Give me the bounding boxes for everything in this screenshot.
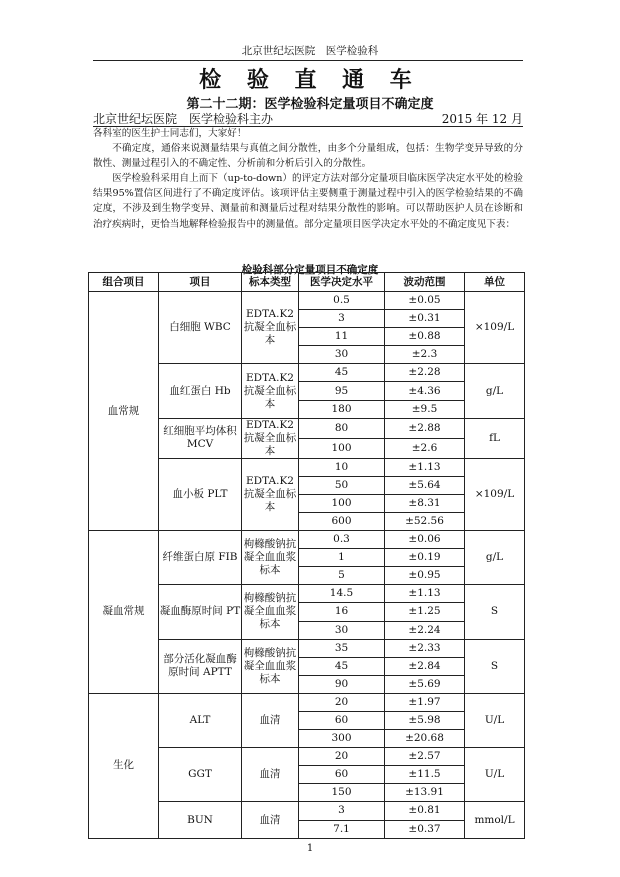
range-cell: ±0.81	[385, 802, 465, 820]
range-cell: ±0.37	[385, 820, 465, 838]
range-cell: ±2.84	[385, 657, 465, 675]
decision-level-cell: 60	[299, 711, 385, 729]
running-header: 北京世纪坛医院 医学检验科	[241, 45, 379, 57]
decision-level-cell: 5	[299, 567, 385, 585]
range-cell: ±5.98	[385, 711, 465, 729]
specimen-cell: 枸橼酸钠抗凝全血血浆标本	[242, 531, 299, 585]
range-cell: ±20.68	[385, 730, 465, 748]
unit-cell: U/L	[465, 748, 525, 802]
decision-level-cell: 11	[299, 328, 385, 346]
group-name-cell: 凝血常规	[89, 531, 159, 694]
decision-level-cell: 3	[299, 310, 385, 328]
specimen-cell: 血清	[242, 748, 299, 802]
group-name-cell: 生化	[89, 693, 159, 838]
newsletter-title: 检 验 直 通 车	[199, 67, 421, 93]
decision-level-cell: 0.3	[299, 531, 385, 549]
range-cell: ±1.25	[385, 603, 465, 621]
decision-level-cell: 300	[299, 730, 385, 748]
group-name-cell: 血常规	[89, 292, 159, 531]
item-name-cell: 凝血酶原时间 PT	[159, 585, 242, 639]
item-name-cell: 血小板 PLT	[159, 458, 242, 530]
decision-level-cell: 60	[299, 766, 385, 784]
range-cell: ±1.97	[385, 693, 465, 711]
range-cell: ±13.91	[385, 784, 465, 802]
range-cell: ±0.19	[385, 549, 465, 567]
table-header-row	[89, 273, 525, 292]
issue-subtitle: 第二十二期：医学检验科定量项目不确定度	[186, 97, 434, 112]
range-cell: ±0.05	[385, 292, 465, 310]
unit-cell: U/L	[465, 693, 525, 747]
header-decision-level: 医学决定水平	[299, 273, 385, 292]
decision-level-cell: 45	[299, 364, 385, 382]
decision-level-cell: 45	[299, 657, 385, 675]
uncertainty-table	[88, 272, 525, 839]
decision-level-cell: 7.1	[299, 820, 385, 838]
item-name-cell: ALT	[159, 693, 242, 747]
decision-level-cell: 14.5	[299, 585, 385, 603]
header-range: 波动范围	[385, 273, 465, 292]
decision-level-cell: 30	[299, 346, 385, 364]
definition-paragraph: 不确定度，通俗来说测量结果与真值之间分散性，由多个分量组成，包括：生物学变异导致的分散性、测量过程引入的不确定性、分析前和分析后引入的分散性。	[93, 143, 523, 170]
range-cell: ±0.88	[385, 328, 465, 346]
specimen-cell: 枸橼酸钠抗凝全血血浆标本	[242, 585, 299, 639]
decision-level-cell: 3	[299, 802, 385, 820]
specimen-cell: 血清	[242, 693, 299, 747]
decision-level-cell: 16	[299, 603, 385, 621]
specimen-cell: 枸橼酸钠抗凝全血血浆标本	[242, 639, 299, 693]
method-paragraph: 医学检验科采用自上而下（up-to-down）的评定方法对部分定量项目临床医学决定水平处的检验结果95%置信区间进行了不确定度评估。该项评估主要侧重于测量过程中引入的医学检验结果的不确定度，不涉及到生物学变异、测量前和测量后过程对结果分散性的影响。可以帮助医护人员在诊断和治疗疾病时，更恰当地解释检验报告中的测量值。部分定量项目医学决定水平处的不确定度见下表：	[93, 173, 523, 230]
specimen-cell: EDTA.K2 抗凝全血标本	[242, 458, 299, 530]
header-specimen: 标本类型	[242, 273, 299, 292]
decision-level-cell: 80	[299, 418, 385, 438]
decision-level-cell: 100	[299, 438, 385, 458]
range-cell: ±1.13	[385, 458, 465, 476]
header-rule	[93, 60, 523, 61]
item-name-cell: 红细胞平均体积 MCV	[159, 418, 242, 458]
decision-level-cell: 90	[299, 675, 385, 693]
range-cell: ±4.36	[385, 382, 465, 400]
intro-text	[93, 126, 523, 232]
range-cell: ±11.5	[385, 766, 465, 784]
item-name-cell: 血红蛋白 Hb	[159, 364, 242, 418]
range-cell: ±2.6	[385, 438, 465, 458]
item-name-cell: BUN	[159, 802, 242, 838]
unit-cell: g/L	[465, 531, 525, 585]
table-row	[89, 693, 525, 711]
decision-level-cell: 100	[299, 494, 385, 512]
unit-cell: ×109/L	[465, 458, 525, 530]
unit-cell: mmol/L	[465, 802, 525, 838]
item-name-cell: GGT	[159, 748, 242, 802]
publisher-line	[93, 110, 523, 127]
decision-level-cell: 20	[299, 693, 385, 711]
unit-cell: S	[465, 585, 525, 639]
table-caption: 检验科部分定量项目不确定度	[241, 264, 379, 276]
greeting-paragraph: 各科室的医生护士同志们，大家好！	[93, 128, 247, 139]
decision-level-cell: 20	[299, 748, 385, 766]
specimen-cell: 血清	[242, 802, 299, 838]
header-group: 组合项目	[89, 273, 159, 292]
page-number: 1	[306, 843, 314, 854]
decision-level-cell: 1	[299, 549, 385, 567]
unit-cell: ×109/L	[465, 292, 525, 364]
range-cell: ±1.13	[385, 585, 465, 603]
header-unit: 单位	[465, 273, 525, 292]
unit-cell: S	[465, 639, 525, 693]
publisher-name: 北京世纪坛医院 医学检验科主办	[93, 112, 274, 126]
range-cell: ±9.5	[385, 400, 465, 418]
item-name-cell: 部分活化凝血酶原时间 APTT	[159, 639, 242, 693]
decision-level-cell: 35	[299, 639, 385, 657]
range-cell: ±52.56	[385, 512, 465, 530]
table-row	[89, 292, 525, 310]
range-cell: ±2.3	[385, 346, 465, 364]
specimen-cell: EDTA.K2 抗凝全血标本	[242, 418, 299, 458]
range-cell: ±2.57	[385, 748, 465, 766]
decision-level-cell: 0.5	[299, 292, 385, 310]
table-row	[89, 531, 525, 549]
range-cell: ±5.64	[385, 476, 465, 494]
unit-cell: g/L	[465, 364, 525, 418]
decision-level-cell: 600	[299, 512, 385, 530]
decision-level-cell: 30	[299, 621, 385, 639]
range-cell: ±2.88	[385, 418, 465, 438]
range-cell: ±8.31	[385, 494, 465, 512]
range-cell: ±0.95	[385, 567, 465, 585]
item-name-cell: 白细胞 WBC	[159, 292, 242, 364]
decision-level-cell: 150	[299, 784, 385, 802]
decision-level-cell: 10	[299, 458, 385, 476]
issue-date: 2015 年 12 月	[441, 112, 523, 126]
specimen-cell: EDTA.K2 抗凝全血标本	[242, 292, 299, 364]
specimen-cell: EDTA.K2 抗凝全血标本	[242, 364, 299, 418]
decision-level-cell: 95	[299, 382, 385, 400]
header-item: 项目	[159, 273, 242, 292]
unit-cell: fL	[465, 418, 525, 458]
range-cell: ±0.31	[385, 310, 465, 328]
range-cell: ±5.69	[385, 675, 465, 693]
range-cell: ±2.33	[385, 639, 465, 657]
range-cell: ±2.28	[385, 364, 465, 382]
item-name-cell: 纤维蛋白原 FIB	[159, 531, 242, 585]
decision-level-cell: 180	[299, 400, 385, 418]
range-cell: ±2.24	[385, 621, 465, 639]
range-cell: ±0.06	[385, 531, 465, 549]
decision-level-cell: 50	[299, 476, 385, 494]
